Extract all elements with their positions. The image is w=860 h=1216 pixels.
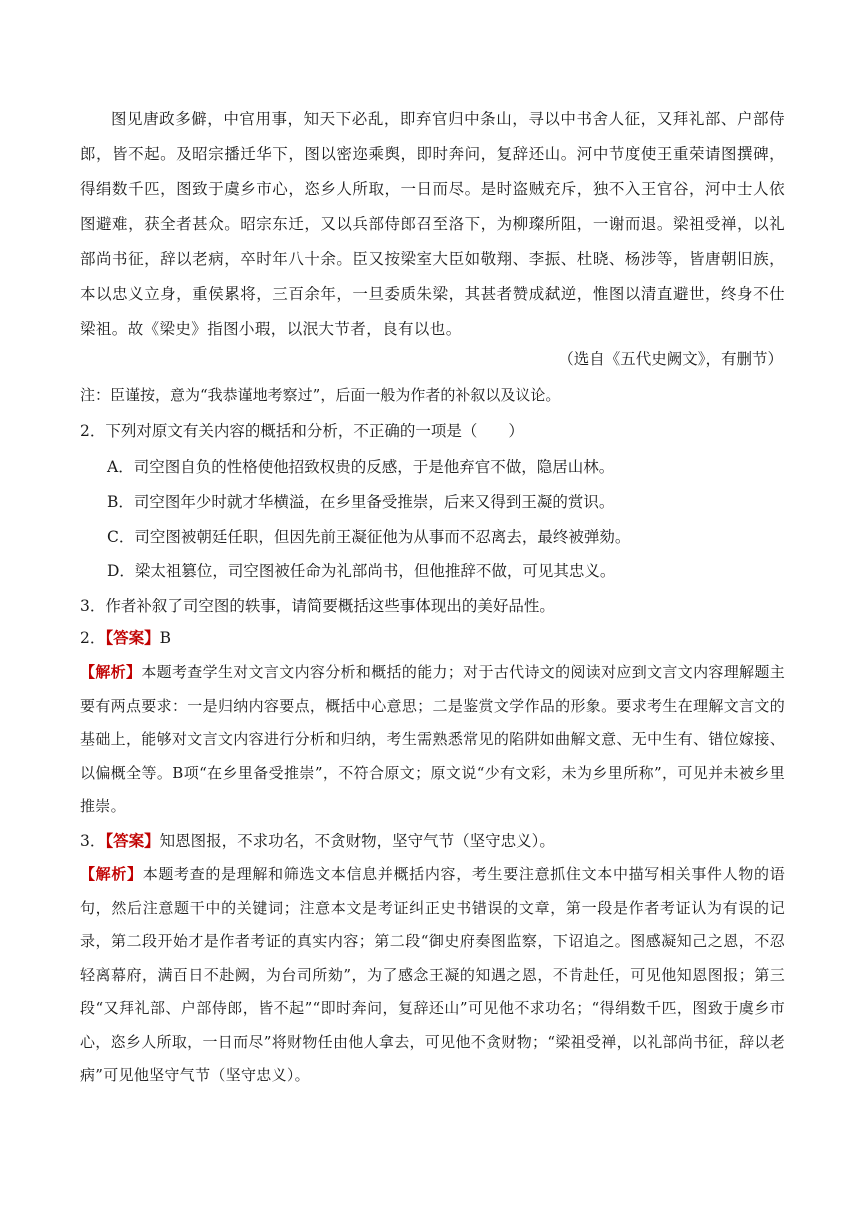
question-2-option-d: D．梁太祖篡位，司空图被任命为礼部尚书，但他推辞不做，可见其忠义。 [107, 562, 616, 580]
question-3-stem: 3．作者补叙了司空图的轶事，请简要概括这些事体现出的美好品性。 [80, 597, 555, 615]
answer-3 [80, 827, 785, 855]
explanation-2-text: 本题考查学生对文言文内容分析和概括的能力；对于古代诗文的阅读对应到文言文内容理解题主要有两点要求：一是归纳内容要点，概括中心意思；二是鉴赏文学作品的形象。要求考生在理解文言文的基础上，能够对文言文内容进行分析和归纳，考生需熟悉常见的陷阱如曲解文意、无中生有、错位嫁接、以偏概全等。B项“在乡里备受推崇”，不符合原文；原文说“少有文彩，未为乡里所称”，可见并未被乡里推崇。 [80, 663, 785, 815]
explanation-2 [80, 656, 785, 824]
answer-2-number: 2． [80, 629, 106, 647]
explanation-3 [80, 858, 785, 1093]
question-2-option-b: B．司空图年少时就才华横溢，在乡里备受推崇，后来又得到王凝的赏识。 [107, 493, 615, 511]
question-2-option-a: A．司空图自负的性格使他招致权贵的反感，于是他弃官不做，隐居山林。 [107, 458, 615, 476]
explanation-tag: 【解析】 [80, 663, 142, 681]
answer-2 [80, 624, 785, 652]
explanation-tag: 【解析】 [80, 865, 143, 883]
question-2-option-c: C．司空图被朝廷任职，但因先前王凝征他为从事而不忍离去，最终被弹劾。 [107, 528, 631, 546]
answer-3-value: 知恩图报，不求功名，不贪财物，坚守气节（坚守忠义）。 [159, 832, 555, 850]
explanation-3-text: 本题考查的是理解和筛选文本信息并概括内容，考生要注意抓住文本中描写相关事件人物的语句，然后注意题干中的关键词；注意本文是考证纠正史书错误的文章，第一段是作者考证认为有误的记录，第二段开始才是作者考证的真实内容；第二段“御史府奏图监察，下诏追之。图感凝知己之恩，不忍轻离幕府，满百日不赴阙，为台司所劾”，为了感念王凝的知遇之恩，不肯赴任，可见他知恩图报；第三段“又拜礼部、户部侍郎，皆不起”“即时奔问，复辞还山”可见他不求功名；“得绢数千匹，图致于虞乡市心，恣乡人所取，一日而尽”将财物任由他人拿去，可见他不贪财物；“梁祖受禅，以礼部尚书征，辞以老病”可见他坚守气节（坚守忠义）。 [80, 865, 785, 1084]
answer-2-value: B [159, 629, 172, 647]
source-citation: （选自《五代史阙文》，有删节） [558, 350, 783, 368]
answer-tag: 【答案】 [105, 832, 160, 850]
answer-tag: 【答案】 [105, 629, 160, 647]
annotation-note: 注：臣谨按，意为“我恭谨地考察过”，后面一般为作者的补叙以及议论。 [80, 386, 561, 404]
answer-3-number: 3． [80, 832, 106, 850]
question-2-stem: 2．下列对原文有关内容的概括和分析，不正确的一项是（ ） [80, 422, 524, 440]
classical-passage: 图见唐政多僻，中官用事，知天下必乱，即弃官归中条山，寻以中书舍人征，又拜礼部、户部侍郎，皆不起。及昭宗播迁华下，图以密迩乘舆，即时奔问，复辞还山。河中节度使王重荣请图撰碑，得绢数千匹，图致于虞乡市心，恣乡人所取，一日而尽。是时盗贼充斥，独不入王官谷，河中士人依图避难，获全者甚众。昭宗东迁，又以兵部侍郎召至洛下，为柳璨所阻，一谢而退。梁祖受禅，以礼部尚书征，辞以老病，卒时年八十余。臣又按梁室大臣如敬翔、李振、杜晓、杨涉等，皆唐朝旧族，本以忠义立身，重侯累将，三百余年，一旦委质朱梁，其甚者赞成弑逆，惟图以清直避世，终身不仕梁祖。故《梁史》指图小瑕，以泯大节者，良有以也。 [80, 110, 785, 338]
